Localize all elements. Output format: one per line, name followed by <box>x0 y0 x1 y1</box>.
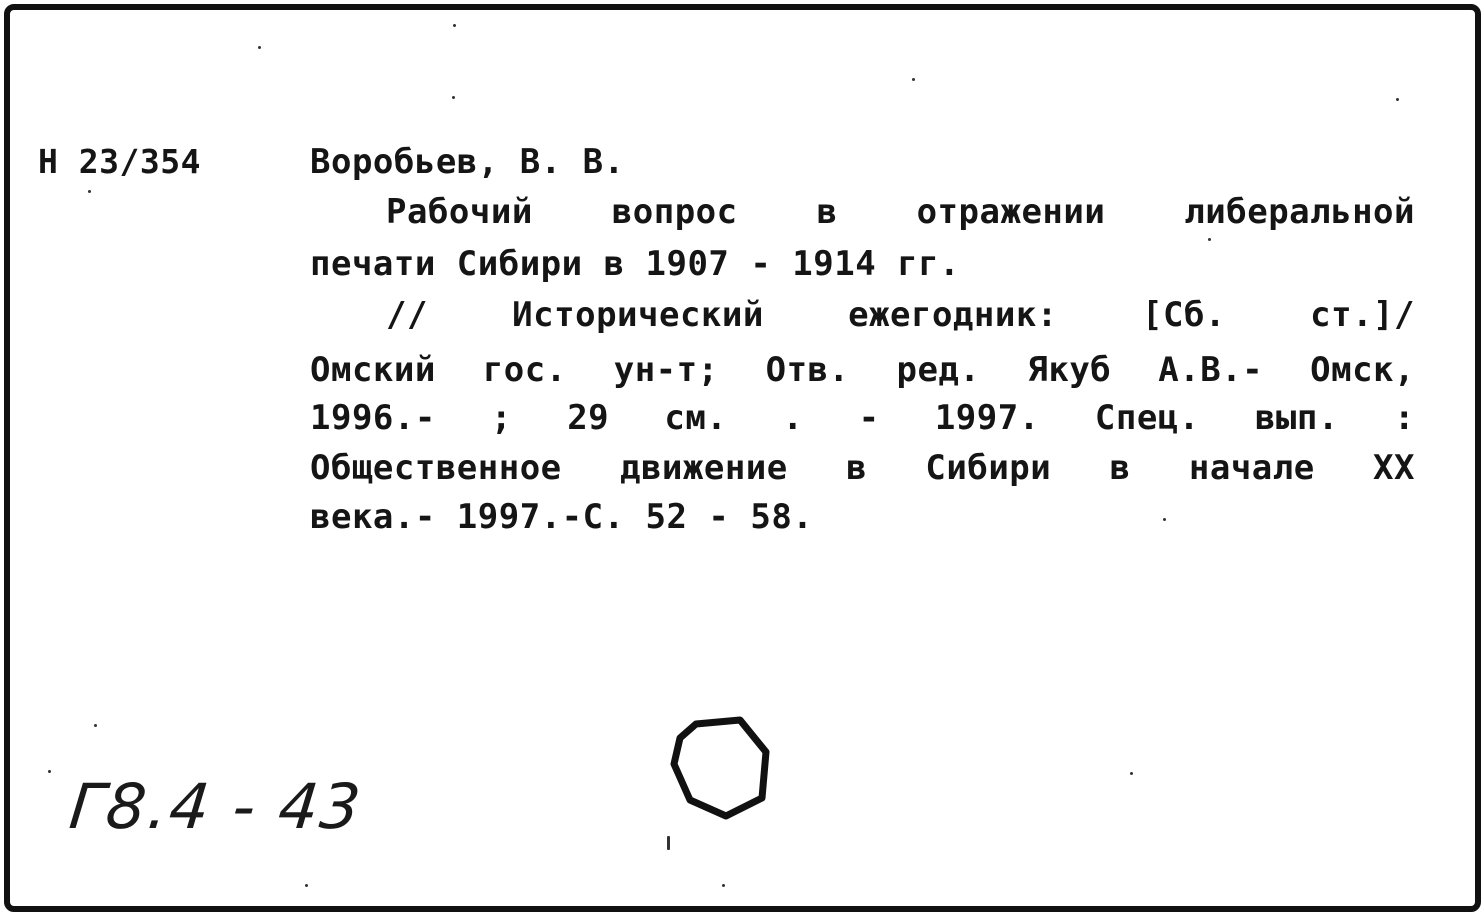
scan-speck <box>1130 772 1133 775</box>
shelf-mark: Н 23/354 <box>38 142 201 181</box>
scan-speck <box>452 96 455 99</box>
scan-speck <box>1163 518 1166 521</box>
title-line-1: Рабочий вопрос в отражении либеральной <box>386 192 1415 232</box>
scan-speck <box>48 770 51 773</box>
scan-speck <box>88 190 91 193</box>
scan-speck <box>1396 98 1399 101</box>
scan-speck <box>722 884 725 887</box>
scan-speck <box>1208 238 1211 241</box>
source-line-2: Омский гос. ун-т; Отв. ред. Якуб А.В.- Омск, <box>310 350 1415 390</box>
handwritten-classification-code: Г8.4 - 43 <box>66 770 366 843</box>
title-line-2: печати Сибири в 1907 - 1914 гг. <box>310 244 961 284</box>
source-line-3: 1996.- ; 29 см. . - 1997. Спец. вып. : <box>310 398 1415 438</box>
punch-hole-circle <box>668 712 774 822</box>
source-line-5: века.- 1997.-С. 52 - 58. <box>310 497 814 537</box>
source-line-4: Общественное движение в Сибири в начале XX <box>310 448 1415 488</box>
author-line: Воробьев, В. В. <box>310 142 625 182</box>
scan-speck <box>305 884 308 887</box>
scan-speck <box>912 78 915 81</box>
punch-mark <box>667 836 670 850</box>
scan-speck <box>258 46 261 49</box>
scan-speck <box>94 724 97 727</box>
scan-speck <box>453 24 456 27</box>
source-line-1: // Исторический ежегодник: [Сб. ст.]/ <box>386 295 1415 335</box>
